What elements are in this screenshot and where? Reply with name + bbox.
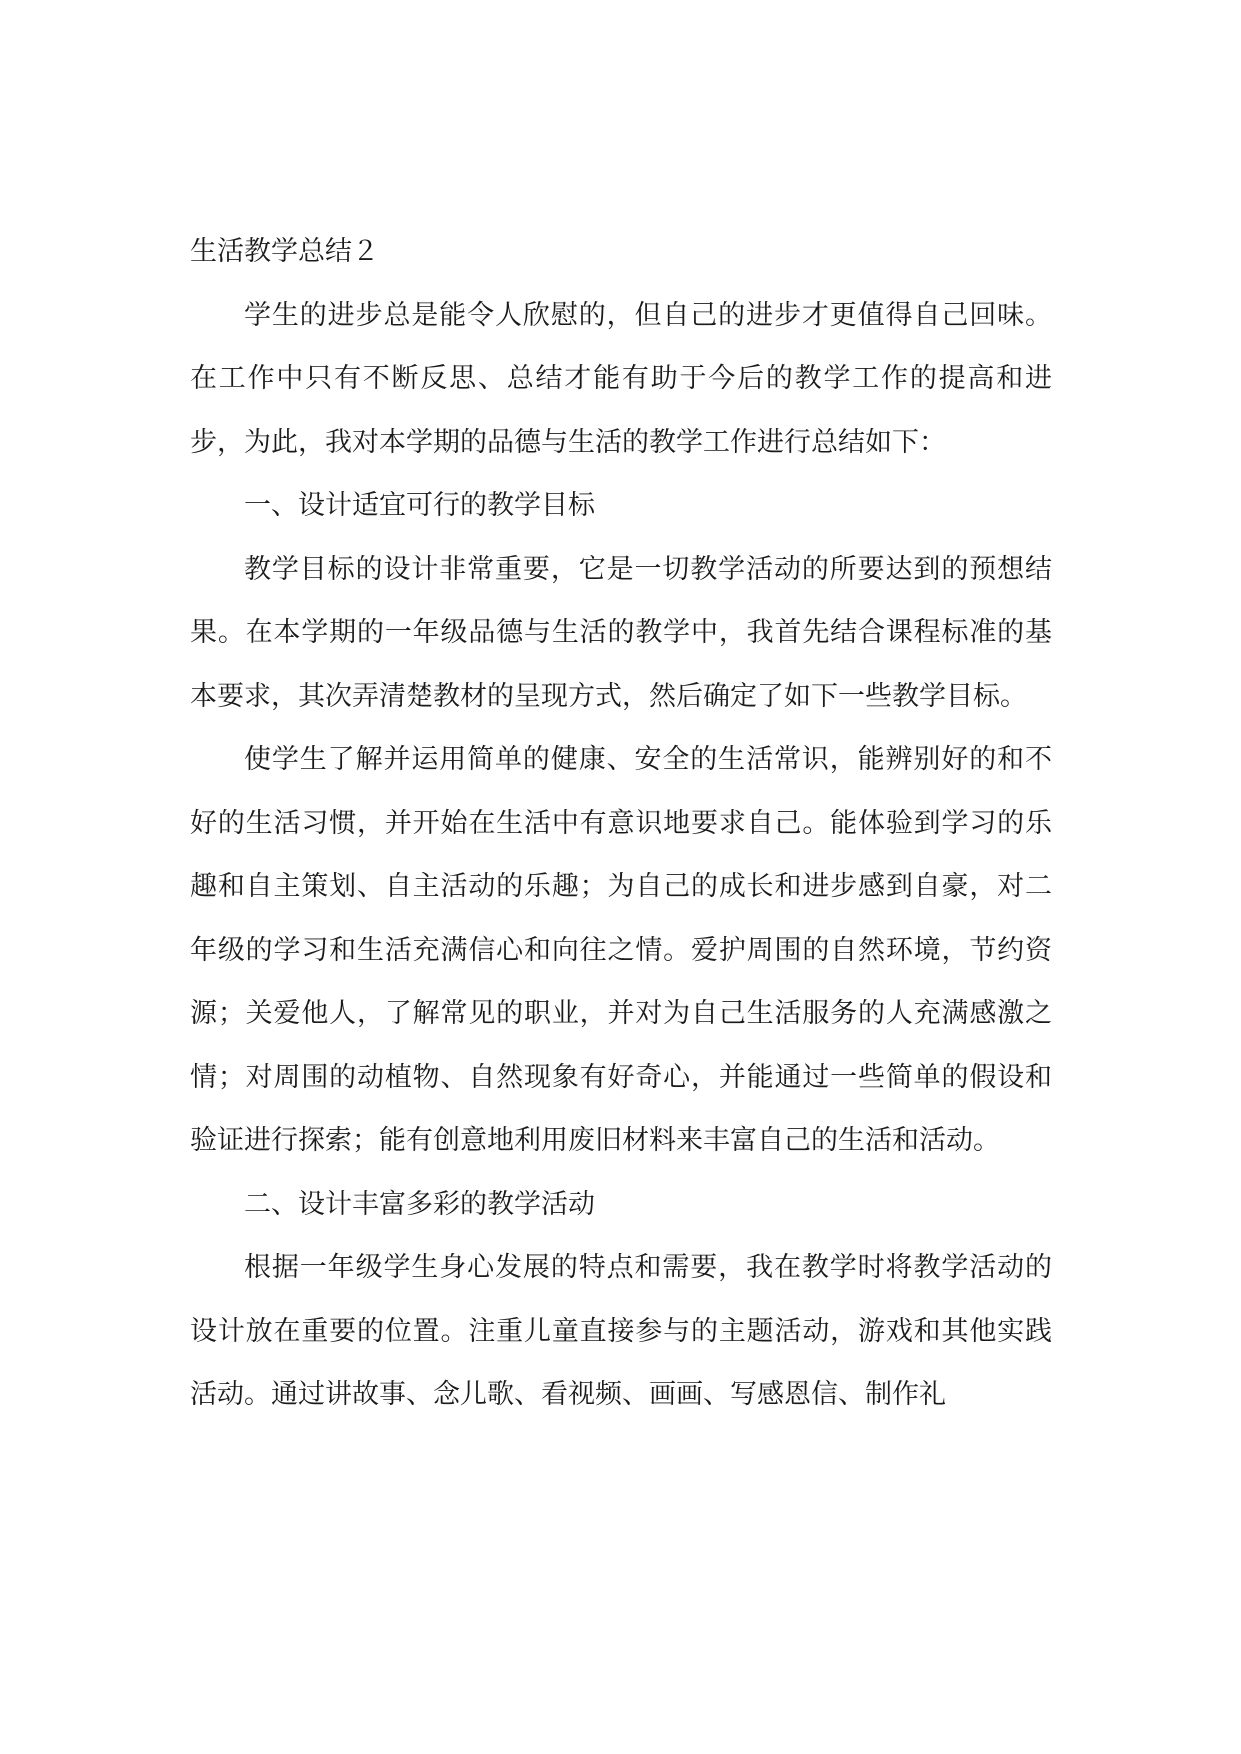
paragraph-intro: 学生的进步总是能令人欣慰的，但自己的进步才更值得自己回味。在工作中只有不断反思、总结才能有助于今后的教学工作的提高和进步，为此，我对本学期的品德与生活的教学工作进行总结如下：	[190, 299, 1052, 458]
paragraph-activities: 根据一年级学生身心发展的特点和需要，我在教学时将教学活动的设计放在重要的位置。注重儿童直接参与的主题活动，游戏和其他实践活动。通过讲故事、念儿歌、看视频、画画、写感恩信、制作礼	[190, 1252, 1052, 1410]
section-heading-2: 二、设计丰富多彩的教学活动	[244, 1188, 595, 1220]
paragraph-goals-design: 教学目标的设计非常重要，它是一切教学活动的所要达到的预想结果。在本学期的一年级品德与生活的教学中，我首先结合课程标准的基本要求，其次弄清楚教材的呈现方式，然后确定了如下一些教学目标。	[190, 553, 1052, 712]
document-title: 生活教学总结２	[190, 236, 379, 267]
section-heading-1: 一、设计适宜可行的教学目标	[244, 490, 595, 521]
document-body	[190, 220, 1052, 1427]
paragraph-goals-list: 使学生了解并运用简单的健康、安全的生活常识，能辨别好的和不好的生活习惯，并开始在生活中有意识地要求自己。能体验到学习的乐趣和自主策划、自主活动的乐趣；为自己的成长和进步感到自豪，对二年级的学习和生活充满信心和向往之情。爱护周围的自然环境，节约资源；关爱他人，了解常见的职业，并对为自己生活服务的人充满感激之情；对周围的动植物、自然现象有好奇心，并能通过一些简单的假设和验证进行探索；能有创意地利用废旧材料来丰富自己的生活和活动。	[190, 744, 1052, 1156]
